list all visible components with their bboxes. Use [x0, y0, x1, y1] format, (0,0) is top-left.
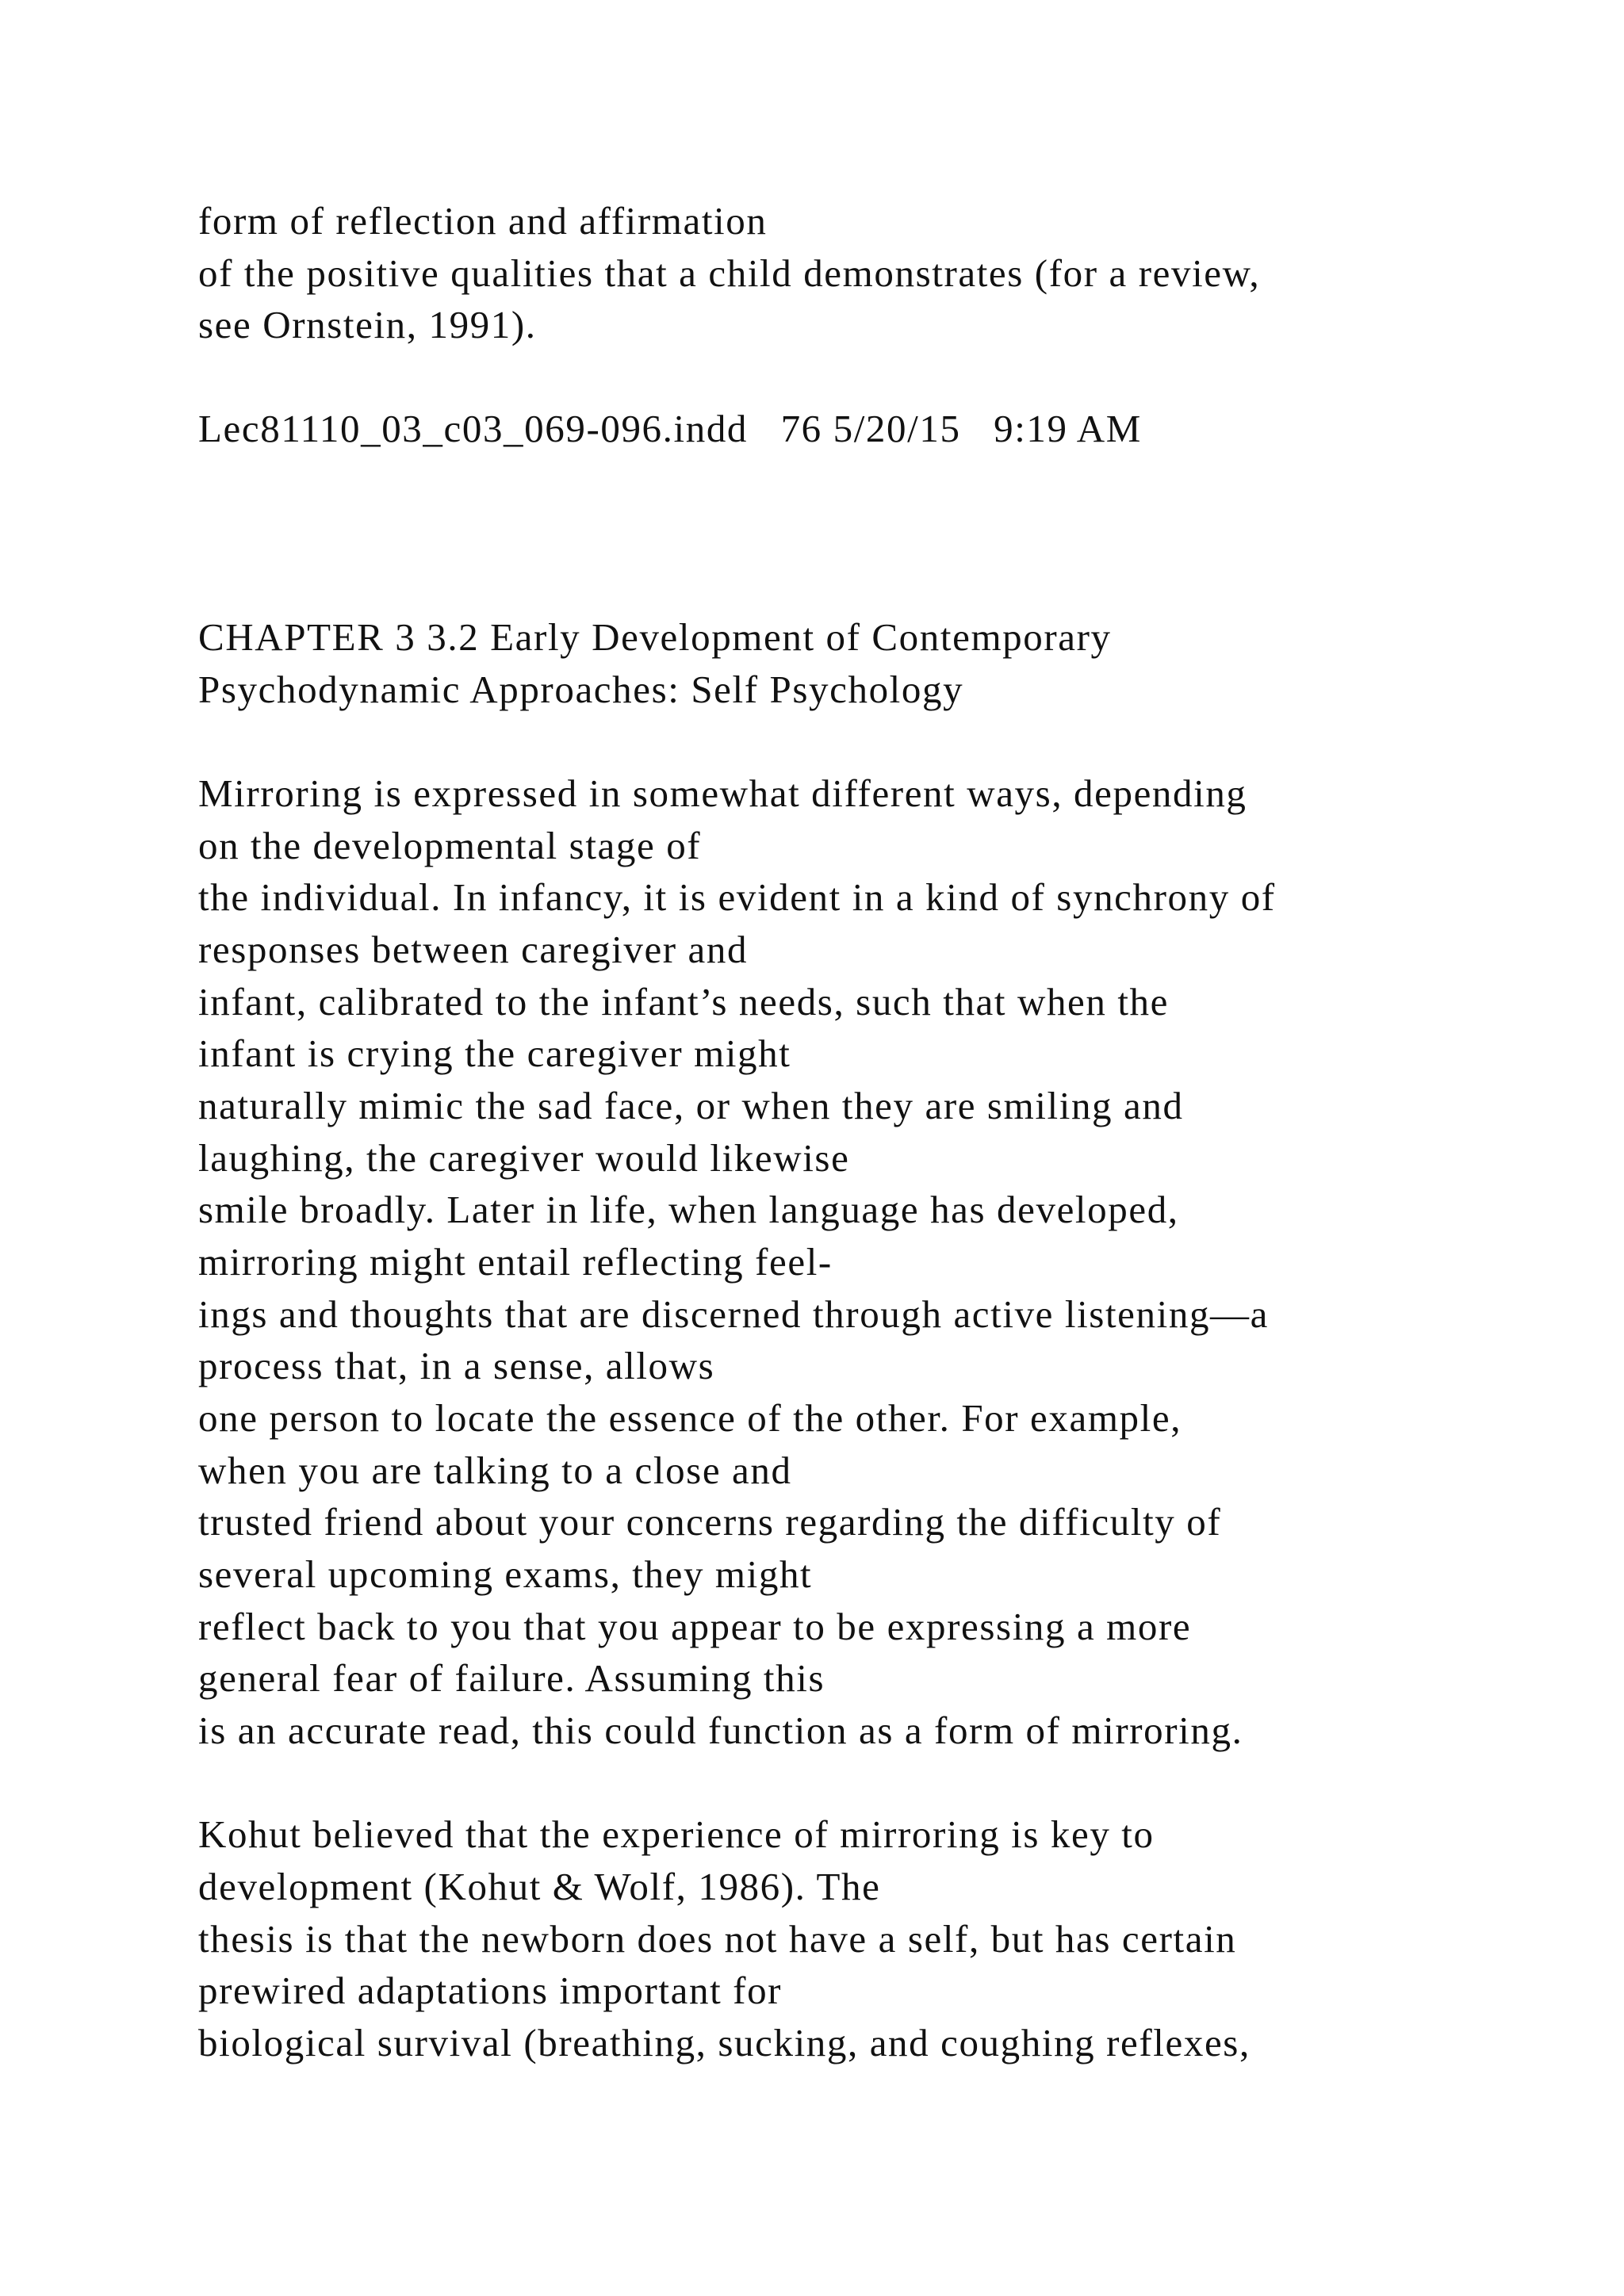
text-line: mirroring might entail reflecting feel-	[198, 1240, 833, 1284]
text-line: general fear of failure. Assuming this	[198, 1656, 825, 1700]
text-line: thesis is that the newborn does not have a self, but has certain	[198, 1917, 1237, 1961]
text-line: process that, in a sense, allows	[198, 1344, 715, 1387]
text-line: reflect back to you that you appear to be expressing a more	[198, 1605, 1192, 1648]
text-line: naturally mimic the sad face, or when they are smiling and	[198, 1084, 1184, 1127]
text-line: smile broadly. Later in life, when language has developed,	[198, 1188, 1179, 1231]
chapter-heading-line-1: CHAPTER 3 3.2 Early Development of Contemporary	[198, 615, 1112, 659]
text-line: Mirroring is expressed in somewhat different ways, depending	[198, 771, 1247, 815]
document-body	[198, 0, 1594, 2064]
text-line: trusted friend about your concerns regarding the difficulty of	[198, 1500, 1222, 1544]
text-line: is an accurate read, this could function as a form of mirroring.	[198, 1709, 1243, 1752]
text-line: development (Kohut & Wolf, 1986). The	[198, 1865, 881, 1908]
text-line: several upcoming exams, they might	[198, 1552, 813, 1596]
text-line: when you are talking to a close and	[198, 1448, 792, 1492]
text-line: responses between caregiver and	[198, 928, 749, 971]
text-line: infant, calibrated to the infant’s needs, such that when the	[198, 980, 1170, 1024]
chapter-heading-line-2: Psychodynamic Approaches: Self Psychology	[198, 668, 964, 711]
text-line: the individual. In infancy, it is evident in a kind of synchrony of	[198, 875, 1276, 919]
text-line: on the developmental stage of	[198, 824, 702, 867]
text-line: ings and thoughts that are discerned through active listening—a	[198, 1292, 1269, 1336]
text-line: Kohut believed that the experience of mirroring is key to	[198, 1812, 1155, 1856]
text-line: prewired adaptations important for	[198, 1969, 783, 2012]
text-line: laughing, the caregiver would likewise	[198, 1136, 850, 1180]
file-footer-line: Lec81110_03_c03_069-096.indd 76 5/20/15 9:19 AM	[198, 407, 1142, 450]
text-line: of the positive qualities that a child demonstrates (for a review,	[198, 251, 1261, 295]
text-line: see Ornstein, 1991).	[198, 303, 537, 346]
text-line: biological survival (breathing, sucking, and coughing reflexes,	[198, 2021, 1251, 2064]
text-line: one person to locate the essence of the other. For example,	[198, 1396, 1182, 1440]
text-line: infant is crying the caregiver might	[198, 1031, 791, 1075]
text-line: form of reflection and affirmation	[198, 199, 768, 243]
